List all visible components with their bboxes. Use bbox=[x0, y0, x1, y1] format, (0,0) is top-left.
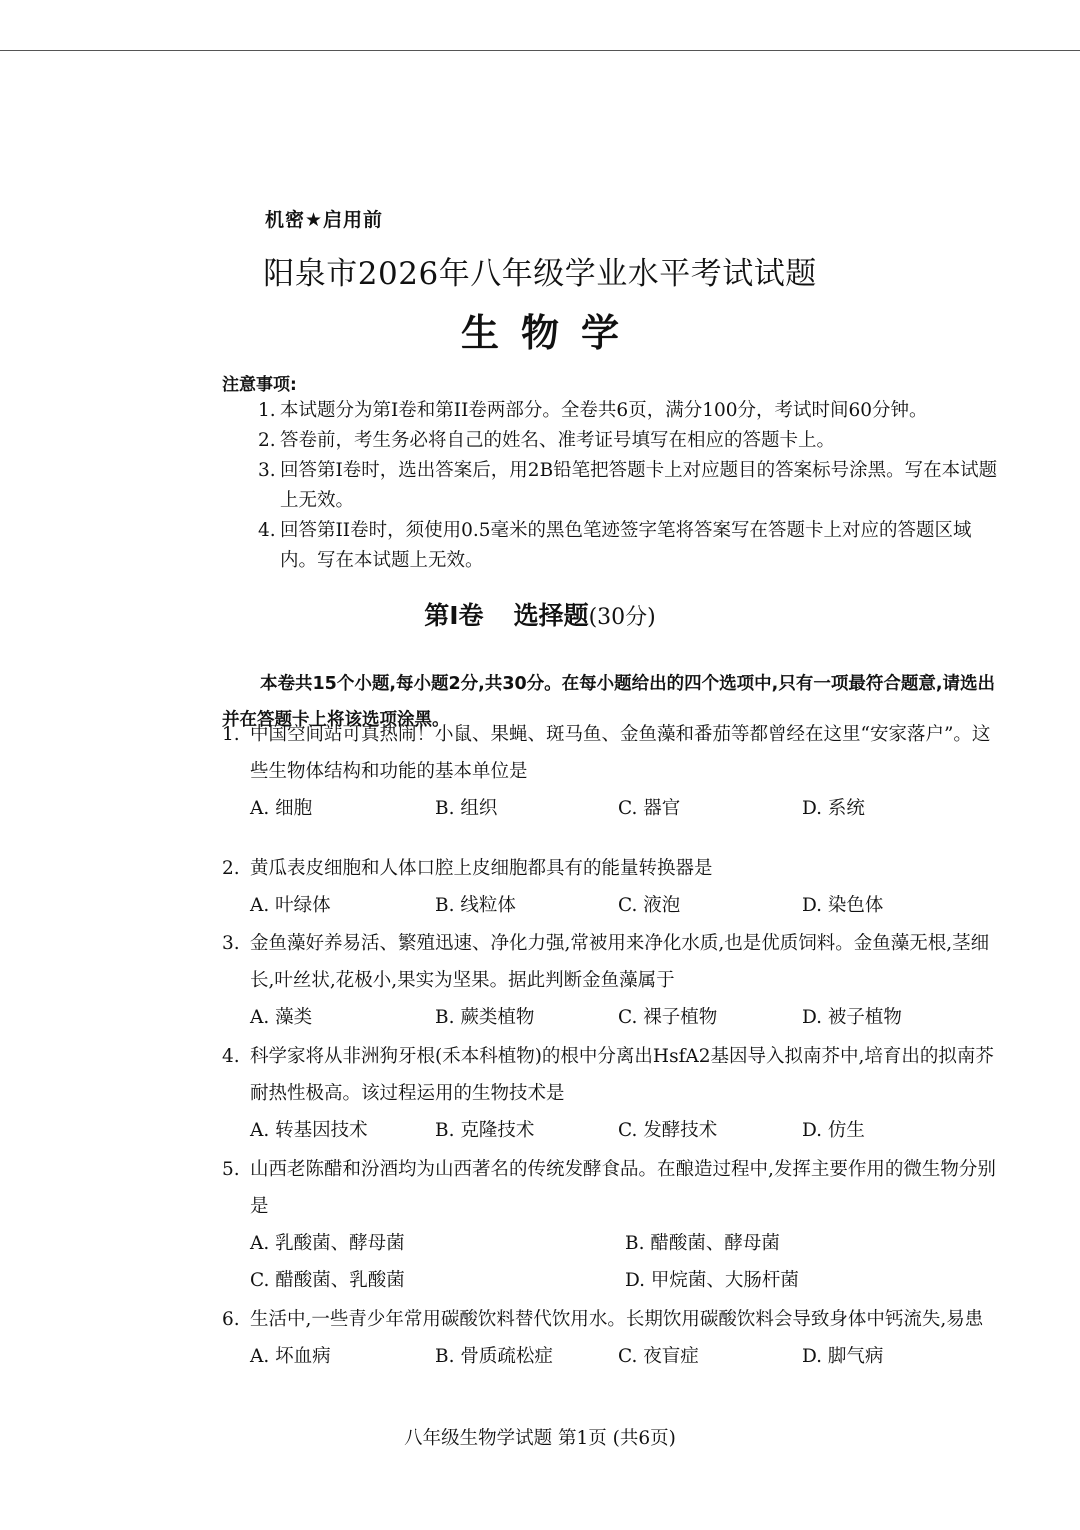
question-number: 6. bbox=[222, 1309, 240, 1330]
option-a: A. 细胞 bbox=[250, 798, 313, 819]
option-d: D. 甲烷菌、大肠杆菌 bbox=[625, 1270, 799, 1291]
note-item bbox=[258, 456, 1008, 516]
question-5 bbox=[222, 1151, 1002, 1299]
section-title-part: 第I卷 bbox=[424, 601, 484, 630]
note-item bbox=[258, 396, 1008, 426]
note-text: 回答第II卷时，须使用0.5毫米的黑色笔迹签字笔将答案写在答题卡上对应的答题区域内。写在本试题上无效。 bbox=[280, 520, 972, 571]
question-number: 1. bbox=[222, 724, 240, 745]
option-c: C. 裸子植物 bbox=[618, 1007, 718, 1028]
option-a: A. 叶绿体 bbox=[250, 895, 331, 916]
exam-title: 阳泉市2026年八年级学业水平考试试题 bbox=[263, 256, 817, 292]
section-title bbox=[0, 596, 1080, 632]
option-b: B. 骨质疏松症 bbox=[435, 1346, 553, 1367]
option-d: D. 被子植物 bbox=[802, 1007, 902, 1028]
subject-title: 生物学 bbox=[460, 311, 641, 355]
option-row bbox=[250, 790, 1002, 827]
option-a: A. 坏血病 bbox=[250, 1346, 331, 1367]
note-number: 4. bbox=[258, 520, 276, 541]
question-number: 3. bbox=[222, 933, 240, 954]
option-row bbox=[250, 999, 1002, 1036]
option-b: B. 线粒体 bbox=[435, 895, 516, 916]
option-c: C. 器官 bbox=[618, 798, 681, 819]
option-b: B. 蕨类植物 bbox=[435, 1007, 535, 1028]
confidential-mark: 机密★启用前 bbox=[265, 209, 384, 231]
option-a: A. 藻类 bbox=[250, 1007, 313, 1028]
option-row bbox=[250, 887, 1002, 924]
question-4 bbox=[222, 1038, 1002, 1149]
option-row bbox=[250, 1338, 1002, 1375]
option-c: C. 发酵技术 bbox=[618, 1120, 718, 1141]
option-c: C. 醋酸菌、乳酸菌 bbox=[250, 1270, 405, 1291]
question-3 bbox=[222, 925, 1002, 1036]
option-d: D. 脚气病 bbox=[802, 1346, 884, 1367]
option-d: D. 系统 bbox=[802, 798, 865, 819]
section-title-type: 选择题 bbox=[513, 601, 589, 630]
option-c: C. 夜盲症 bbox=[618, 1346, 699, 1367]
note-text: 答卷前，考生务必将自己的姓名、准考证号填写在相应的答题卡上。 bbox=[280, 430, 836, 451]
question-stem: 山西老陈醋和汾酒均为山西著名的传统发酵食品。在酿造过程中,发挥主要作用的微生物分别是 bbox=[250, 1159, 996, 1217]
section-instructions: 本卷共15个小题,每小题2分,共30分。在每小题给出的四个选项中,只有一项最符合题意,请选出并在答题卡上将该选项涂黑。 bbox=[222, 674, 995, 730]
option-d: D. 染色体 bbox=[802, 895, 884, 916]
question-6 bbox=[222, 1301, 1002, 1375]
question-number: 4. bbox=[222, 1046, 240, 1067]
option-row bbox=[250, 1225, 1002, 1262]
option-b: B. 醋酸菌、酵母菌 bbox=[625, 1233, 780, 1254]
question-number: 2. bbox=[222, 858, 240, 879]
option-a: A. 乳酸菌、酵母菌 bbox=[250, 1233, 405, 1254]
question-stem: 黄瓜表皮细胞和人体口腔上皮细胞都具有的能量转换器是 bbox=[250, 858, 713, 879]
section-points: (30分) bbox=[588, 605, 656, 630]
note-item bbox=[258, 516, 1008, 576]
question-2 bbox=[222, 850, 1002, 924]
option-row bbox=[250, 1262, 1002, 1299]
question-stem: 金鱼藻好养易活、繁殖迅速、净化力强,常被用来净化水质,也是优质饲料。金鱼藻无根,茎细长,叶丝状,花极小,果实为坚果。据此判断金鱼藻属于 bbox=[250, 933, 990, 991]
note-number: 2. bbox=[258, 430, 276, 451]
option-a: A. 转基因技术 bbox=[250, 1120, 368, 1141]
option-d: D. 仿生 bbox=[802, 1120, 865, 1141]
question-number: 5. bbox=[222, 1159, 240, 1180]
note-text: 回答第I卷时，选出答案后，用2B铅笔把答题卡上对应题目的答案标号涂黑。写在本试题上无效。 bbox=[280, 460, 998, 511]
question-stem: 科学家将从非洲狗牙根(禾本科植物)的根中分离出HsfA2基因导入拟南芥中,培育出的拟南芥耐热性极高。该过程运用的生物技术是 bbox=[250, 1046, 994, 1104]
option-row bbox=[250, 1112, 1002, 1149]
note-number: 3. bbox=[258, 460, 276, 481]
question-stem: 中国空间站可真热闹！小鼠、果蝇、斑马鱼、金鱼藻和番茄等都曾经在这里“安家落户”。这些生物体结构和功能的基本单位是 bbox=[250, 724, 991, 782]
question-1 bbox=[222, 716, 1002, 827]
note-text: 本试题分为第I卷和第II卷两部分。全卷共6页，满分100分，考试时间60分钟。 bbox=[280, 400, 928, 421]
option-b: B. 组织 bbox=[435, 798, 498, 819]
notes-heading: 注意事项: bbox=[222, 375, 297, 395]
option-c: C. 液泡 bbox=[618, 895, 681, 916]
question-stem: 生活中,一些青少年常用碳酸饮料替代饮用水。长期饮用碳酸饮料会导致身体中钙流失,易患 bbox=[250, 1309, 984, 1330]
note-item bbox=[258, 426, 1008, 456]
option-b: B. 克隆技术 bbox=[435, 1120, 535, 1141]
note-number: 1. bbox=[258, 400, 276, 421]
notes-list bbox=[258, 396, 1008, 576]
page-footer: 八年级生物学试题 第1页 (共6页) bbox=[404, 1428, 676, 1449]
